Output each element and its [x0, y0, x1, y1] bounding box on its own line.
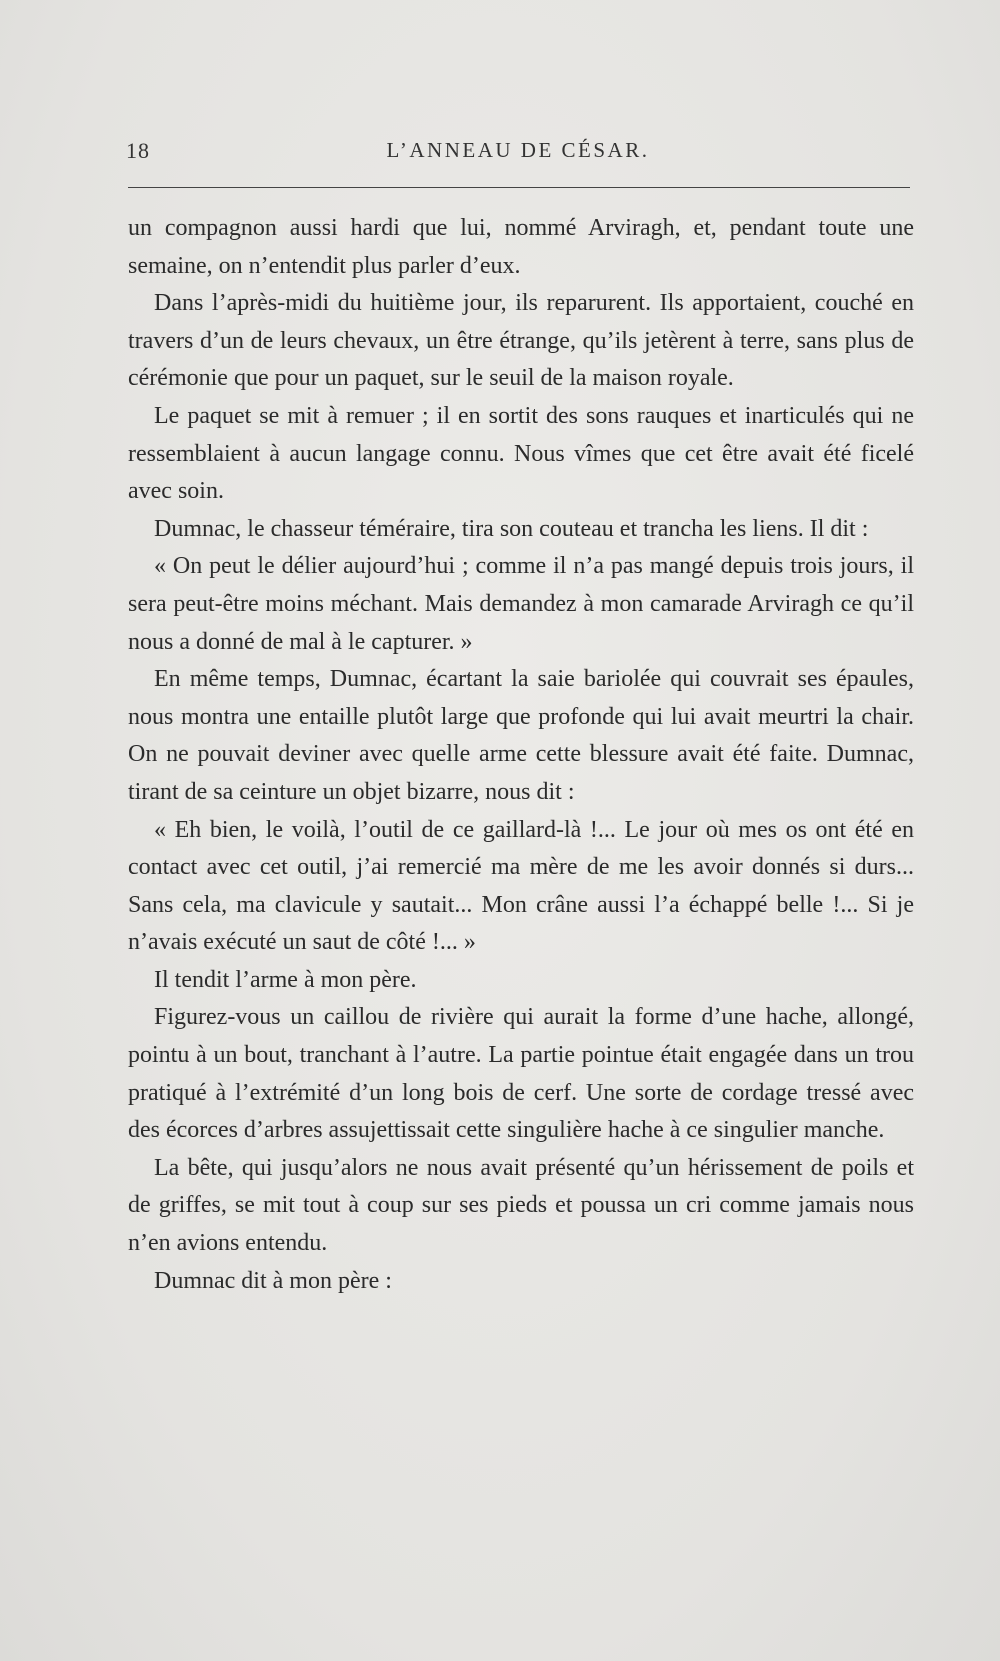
paragraph-11: Dumnac dit à mon père : — [154, 1267, 392, 1294]
paragraph-8: Il tendit l’arme à mon père. — [154, 966, 417, 993]
paragraph-1: un compagnon aussi hardi que lui, nommé Arviragh, et, pendant toute une semaine, on n’entendit plus parler d’eux. — [128, 215, 914, 279]
paragraph-4: Dumnac, le chasseur téméraire, tira son couteau et trancha les liens. Il dit : — [154, 515, 869, 542]
paragraph-6: En même temps, Dumnac, écartant la saie bariolée qui couvrait ses épaules, nous montra une entaille plutôt large que profonde qui lui avait meurtri la chair. On ne pouvait deviner avec quelle arme cette blessure avait été faite. Dumnac, tirant de sa ceinture un objet bizarre, nous dit : — [128, 666, 914, 805]
page-number: 18 — [126, 138, 150, 163]
paragraph-7: « Eh bien, le voilà, l’outil de ce gaillard-là !... Le jour où mes os ont été en contact avec cet outil, j’ai remercié ma mère de me les avoir donnés si durs... Sans cela, ma clavicule y sautait... Mon crâne aussi l’a échappé belle !... Si je n’avais exécuté un saut de côté !... » — [128, 816, 914, 956]
body-text — [128, 210, 914, 1300]
running-head — [126, 138, 910, 174]
paragraph-9: Figurez-vous un caillou de rivière qui aurait la forme d’une hache, allongé, pointu à un bout, tranchant à l’autre. La partie pointue était engagée dans un trou pratiqué à l’extrémité d’un long bois de cerf. Une sorte de cordage tressé avec des écorces d’arbres assujettissait cette singulière hache à ce singulier manche. — [128, 1004, 914, 1144]
running-title: L’ANNEAU DE CÉSAR. — [386, 138, 650, 162]
paragraph-2: Dans l’après-midi du huitième jour, ils reparurent. Ils apportaient, couché en travers d’un de leurs chevaux, un être étrange, qu’ils jetèrent à terre, sans plus de cérémonie que pour un paquet, sur le seuil de la maison royale. — [128, 290, 914, 392]
paragraph-3: Le paquet se mit à remuer ; il en sortit des sons rauques et inarticulés qui ne ressemblaient à aucun langage connu. Nous vîmes que cet être avait été ficelé avec soin. — [128, 402, 914, 505]
paragraph-10: La bête, qui jusqu’alors ne nous avait présenté qu’un hérissement de poils et de griffes, se mit tout à coup sur ses pieds et poussa un cri comme jamais nous n’en avions entendu. — [128, 1154, 914, 1257]
paragraph-5: « On peut le délier aujourd’hui ; comme il n’a pas mangé depuis trois jours, il sera peut-être moins méchant. Mais demandez à mon camarade Arviragh ce qu’il nous a donné de mal à le capturer. » — [128, 553, 914, 655]
header-rule — [128, 187, 910, 188]
